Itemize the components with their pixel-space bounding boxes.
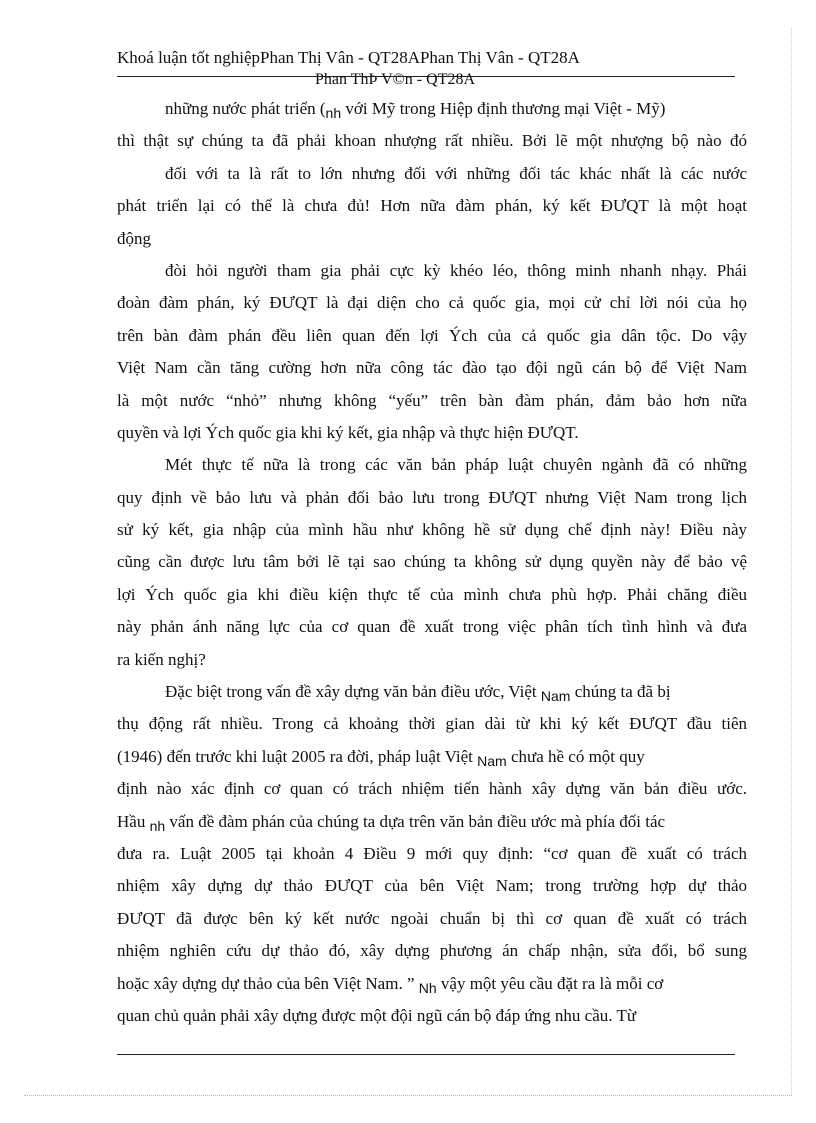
text-line: đưa ra. Luật 2005 tại khoản 4 Điều 9 mới quy định: “cơ quan đề xuất có trách <box>117 843 747 863</box>
page-header-overlay: Phan ThÞ V©n - QT28A <box>315 71 476 88</box>
text-line: ĐƯQT đã được bên ký kết nước ngoài chuẩn bị thì cơ quan đề xuất có trách <box>117 908 747 928</box>
text-line: đoàn đàm phán, ký ĐƯQT là đại diện cho cả quốc gia, mọi cử chỉ lời nói của họ <box>117 293 747 313</box>
text-line: trên bàn đàm phán đều liên quan đến lợi Ých của cả quốc gia dân tộc. Do vậy <box>117 325 747 345</box>
text-line: thì thật sự chúng ta đã phải khoan nhượng rất nhiều. Bởi lẽ một nhượng bộ nào đó <box>117 131 747 151</box>
text-line: quy định về bảo lưu và phản đối bảo lưu trong ĐƯQT nhưng Việt Nam trong lịch <box>117 487 747 507</box>
text-line: quan chủ quản phải xây dựng được một đội ngũ cán bộ đáp ứng nhu cầu. Từ <box>117 1005 637 1025</box>
text-line: những nước phát triển ($_{nh}$ với Mỹ trong Hiệp định thương mại Việt - Mỹ) <box>165 99 666 121</box>
text-line: nhiệm nghiên cứu dự thảo đó, xây dựng phương án chấp nhận, sửa đổi, bổ sung <box>117 941 747 961</box>
text-line: định nào xác định cơ quan có trách nhiệm tiến hành xây dựng văn bản điều ước. <box>117 779 747 799</box>
page-edge-right <box>791 28 792 1095</box>
page-header: Khoá luận tốt nghiệpPhan Thị Vân - QT28APhan Thị Vân - QT28A <box>117 48 580 67</box>
text-line: sử ký kết, gia nhập của mình hầu như không hề sử dụng chế định này! Điều này <box>117 520 747 540</box>
text-line: cũng cần được lưu tâm bởi lẽ tại sao chúng ta không sử dụng quyền này để bảo vệ <box>117 552 747 572</box>
text-line: (1946) đến trước khi luật 2005 ra đời, pháp luật Việt $_{Nam}$ chưa hề có một quy <box>117 746 645 769</box>
text-line: thụ động rất nhiều. Trong cả khoảng thời gian dài từ khi ký kết ĐƯQT đầu tiên <box>117 714 747 734</box>
text-line: lợi Ých quốc gia khi điều kiện thực tế của mình chưa phù hợp. Phải chăng điều <box>117 584 747 604</box>
page-edge-bottom <box>24 1095 792 1096</box>
text-line: Việt Nam cần tăng cường hơn nữa công tác đào tạo đội ngũ cán bộ để Việt Nam <box>117 358 747 378</box>
text-line: đối với ta là rất to lớn nhưng đối với những đối tác khác nhất là các nước <box>165 163 747 183</box>
text-line: hoặc xây dựng dự thảo của bên Việt Nam. ” $_{Nh}$ vậy một yêu cầu đặt ra là mỗi cơ <box>117 973 664 996</box>
text-line: Đặc biệt trong vấn đề xây dựng văn bản điều ước, Việt $_{Nam}$ chúng ta đã bị <box>165 682 671 705</box>
text-line: Mét thực tế nữa là trong các văn bản pháp luật chuyên ngành đã có những <box>165 455 747 475</box>
text-line: này phản ánh năng lực của cơ quan đề xuất trong việc phân tích tình hình và đưa <box>117 617 747 637</box>
footer-rule <box>117 1054 735 1055</box>
text-line: quyền và lợi Ých quốc gia khi ký kết, gia nhập và thực hiện ĐƯQT. <box>117 422 579 442</box>
text-line: phát triển lại có thể là chưa đủ! Hơn nữa đàm phán, ký kết ĐƯQT là một hoạt <box>117 196 747 216</box>
text-line: là một nước “nhỏ” nhưng không “yếu” trên bàn đàm phán, đảm bảo hơn nữa <box>117 390 747 410</box>
text-line: nhiệm xây dựng dự thảo ĐƯQT của bên Việt Nam; trong trường hợp dự thảo <box>117 876 747 896</box>
document-body <box>117 93 747 1032</box>
text-line: đòi hỏi người tham gia phải cực kỳ khéo léo, thông minh nhanh nhạy. Phái <box>165 260 747 280</box>
text-line: ra kiến nghị? <box>117 649 206 669</box>
text-line: Hầu $_{nh}$ vấn đề đàm phán của chúng ta dựa trên văn bản điều ước mà phía đối tác <box>117 811 666 834</box>
text-line: động <box>117 228 151 248</box>
